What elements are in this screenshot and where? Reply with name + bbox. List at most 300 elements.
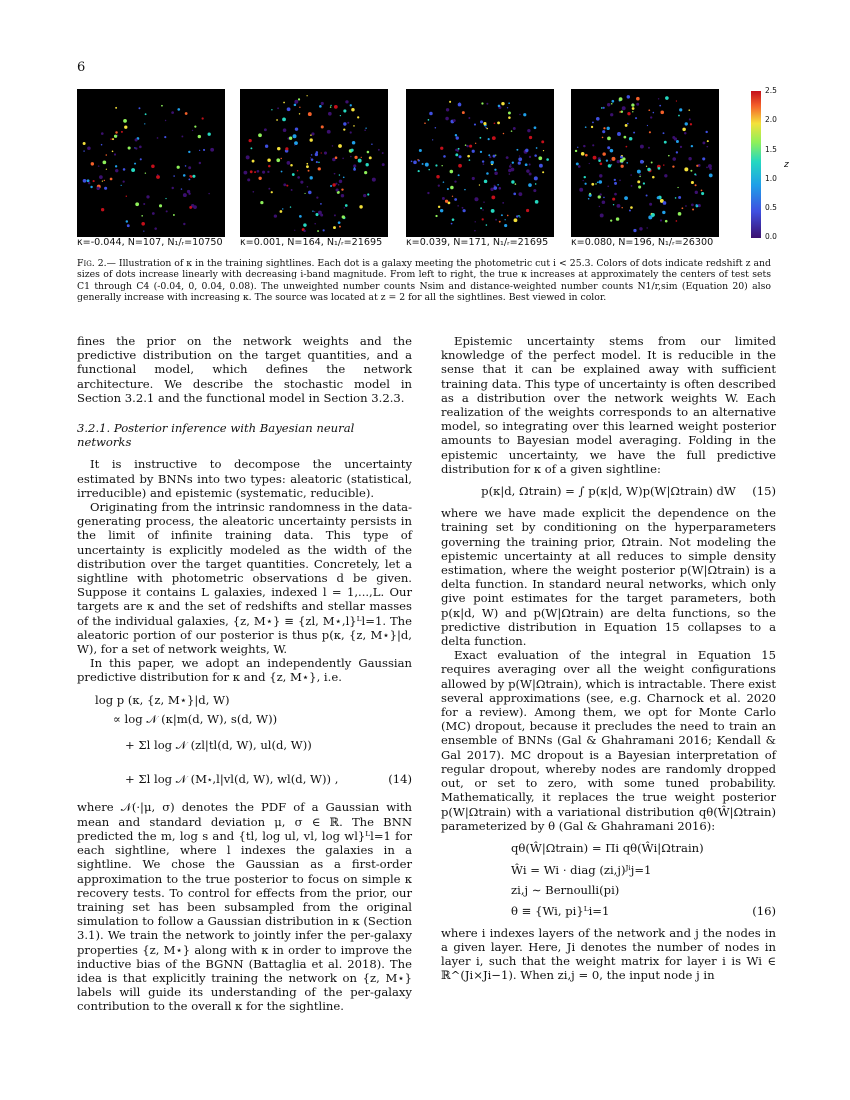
galaxy-dot xyxy=(597,181,599,183)
galaxy-dot xyxy=(685,205,687,207)
galaxy-dot xyxy=(502,202,504,204)
galaxy-dot xyxy=(529,172,532,175)
panel-2-label: κ=0.001, N=164, N₁/ᵣ=21695 xyxy=(240,237,383,248)
galaxy-dot xyxy=(422,163,424,165)
galaxy-dot xyxy=(518,215,520,217)
galaxy-dot xyxy=(494,122,496,124)
galaxy-dot xyxy=(353,164,356,167)
galaxy-dot xyxy=(321,125,324,128)
galaxy-dot xyxy=(679,108,682,111)
galaxy-dot xyxy=(663,201,667,205)
galaxy-dot xyxy=(276,119,278,121)
galaxy-dot xyxy=(467,155,470,158)
galaxy-dot xyxy=(508,112,511,115)
galaxy-dot xyxy=(115,131,117,133)
galaxy-dot xyxy=(318,162,319,163)
galaxy-dot xyxy=(87,146,91,150)
galaxy-dot xyxy=(499,187,502,190)
galaxy-dot xyxy=(485,127,486,128)
galaxy-dot xyxy=(202,117,204,119)
galaxy-dot xyxy=(510,164,511,165)
caption-text: Illustration of κ in the training sightlines. Each dot is a galaxy meeting the photometric cut i < 25.3. Colors of dots indicate redshift z and sizes of dots increase linearly with decreasing i-band magnitude. From left to right, the true κ increases at approximately the centers of test sets C1 through C4 (-0.04, 0, 0.04, 0.08). The unweighted number counts Nsim and distance-weighted number counts N1/r,sim (Equation 20) also generally increase with increasing κ. The source was located at z = 2 for all the sightlines. Best viewed in color. xyxy=(77,258,771,304)
galaxy-dot xyxy=(294,100,298,104)
galaxy-dot xyxy=(453,119,456,122)
galaxy-dot xyxy=(333,226,336,229)
galaxy-dot xyxy=(281,171,283,173)
galaxy-dot xyxy=(371,144,372,145)
galaxy-dot xyxy=(311,154,313,156)
galaxy-dot xyxy=(382,163,385,166)
galaxy-dot xyxy=(450,186,454,190)
galaxy-dot xyxy=(526,169,529,172)
galaxy-dot xyxy=(198,135,201,138)
galaxy-dot xyxy=(124,126,127,129)
galaxy-dot xyxy=(117,135,118,136)
colorbar-tick: 2.5 xyxy=(765,86,777,95)
galaxy-dot xyxy=(619,111,621,113)
galaxy-dot xyxy=(646,227,647,228)
galaxy-dot xyxy=(192,175,195,178)
galaxy-dot xyxy=(177,166,180,169)
equation-line: + Σl log 𝒩 (zl|tl(d, W), ul(d, W)) xyxy=(125,738,312,753)
galaxy-dot xyxy=(593,156,597,160)
galaxy-dot xyxy=(518,157,522,161)
equation-line: log p (κ, {z, M⋆}|d, W) xyxy=(95,692,230,707)
section-heading: 3.2.1. Posterior inference with Bayesian neural networks xyxy=(77,421,355,450)
galaxy-dot xyxy=(648,147,650,149)
galaxy-dot xyxy=(203,149,205,151)
galaxy-dot xyxy=(276,158,280,162)
galaxy-dot xyxy=(330,105,331,106)
galaxy-dot xyxy=(208,193,209,194)
galaxy-dot xyxy=(658,98,659,99)
galaxy-dot xyxy=(139,146,142,149)
galaxy-dot xyxy=(440,147,443,150)
galaxy-dot xyxy=(619,97,623,101)
galaxy-dot xyxy=(114,153,116,155)
galaxy-dot xyxy=(271,109,272,110)
galaxy-dot xyxy=(183,223,185,225)
galaxy-dot xyxy=(608,164,612,168)
galaxy-dot xyxy=(345,100,348,103)
galaxy-dot xyxy=(267,158,270,161)
galaxy-dot xyxy=(361,157,362,158)
galaxy-dot xyxy=(438,185,440,187)
galaxy-dot xyxy=(619,180,621,182)
galaxy-dot xyxy=(88,182,90,184)
galaxy-dot xyxy=(617,132,621,136)
galaxy-dot xyxy=(602,152,605,155)
galaxy-dot xyxy=(600,214,604,218)
galaxy-dot xyxy=(676,151,678,153)
galaxy-dot xyxy=(271,191,273,193)
galaxy-dot xyxy=(317,230,319,232)
galaxy-dot xyxy=(297,170,298,171)
galaxy-dot xyxy=(343,176,345,178)
galaxy-dot xyxy=(519,155,520,156)
galaxy-dot xyxy=(252,191,254,193)
galaxy-dot xyxy=(483,201,485,203)
galaxy-dot xyxy=(445,117,449,121)
galaxy-dot xyxy=(83,150,84,151)
galaxy-dot xyxy=(611,103,613,105)
galaxy-dot xyxy=(660,219,662,221)
galaxy-dot xyxy=(264,128,267,131)
galaxy-dot xyxy=(692,209,694,211)
galaxy-dot xyxy=(210,148,214,152)
galaxy-dot xyxy=(504,219,505,220)
galaxy-dot xyxy=(543,150,544,151)
galaxy-dot xyxy=(706,167,708,169)
galaxy-dot xyxy=(621,207,622,208)
galaxy-dot xyxy=(651,213,655,217)
galaxy-dot xyxy=(694,173,696,175)
galaxy-dot xyxy=(458,174,460,176)
galaxy-dot xyxy=(491,196,495,200)
galaxy-dot xyxy=(663,164,664,165)
galaxy-dot xyxy=(637,180,640,183)
galaxy-dot xyxy=(529,156,531,158)
galaxy-dot xyxy=(283,183,286,186)
galaxy-dot xyxy=(663,132,665,134)
galaxy-dot xyxy=(151,165,155,169)
galaxy-dot xyxy=(442,197,445,200)
equation-15 xyxy=(441,476,776,506)
galaxy-dot xyxy=(351,108,354,111)
galaxy-dot xyxy=(602,137,604,139)
galaxy-dot xyxy=(411,161,413,163)
galaxy-dot xyxy=(488,154,490,156)
galaxy-dot xyxy=(684,167,688,171)
galaxy-dot xyxy=(319,105,322,108)
galaxy-dot xyxy=(308,191,312,195)
galaxy-dot xyxy=(469,145,472,148)
galaxy-dot xyxy=(690,170,692,172)
galaxy-dot xyxy=(497,121,500,124)
galaxy-dot xyxy=(513,127,516,130)
colorbar-tick: 1.5 xyxy=(765,145,777,154)
galaxy-dot xyxy=(123,168,126,171)
galaxy-dot xyxy=(145,172,146,173)
galaxy-dot xyxy=(501,214,503,216)
galaxy-dot xyxy=(653,112,655,114)
colorbar-tick: 0.0 xyxy=(765,232,777,241)
equation-16 xyxy=(441,841,776,918)
galaxy-dot xyxy=(299,215,302,218)
galaxy-dot xyxy=(649,131,651,133)
galaxy-dot xyxy=(624,196,628,200)
galaxy-dot xyxy=(320,203,322,205)
galaxy-dot xyxy=(249,139,252,142)
galaxy-dot xyxy=(647,125,648,126)
galaxy-dot xyxy=(691,181,694,184)
galaxy-dot xyxy=(506,156,509,159)
galaxy-dot xyxy=(343,122,346,125)
galaxy-dot xyxy=(472,150,475,153)
galaxy-dot xyxy=(516,149,518,151)
galaxy-dot xyxy=(480,151,482,153)
galaxy-dot xyxy=(146,195,149,198)
galaxy-dot xyxy=(457,150,459,152)
left-column xyxy=(77,334,412,1014)
equation-line: Ŵi = Wi · diag (zi,j)ᴶⁱj=1 xyxy=(511,863,652,878)
galaxy-dot xyxy=(316,196,318,198)
galaxy-dot xyxy=(87,179,90,182)
galaxy-dot xyxy=(486,103,488,105)
galaxy-dot xyxy=(542,171,544,173)
galaxy-dot xyxy=(497,184,499,186)
galaxy-dot xyxy=(367,193,369,195)
galaxy-dot xyxy=(676,100,677,101)
galaxy-dot xyxy=(459,155,462,158)
galaxy-dot xyxy=(695,184,697,186)
galaxy-dot xyxy=(311,158,314,161)
galaxy-dot xyxy=(650,116,652,118)
galaxy-dot xyxy=(315,153,318,156)
galaxy-dot xyxy=(640,160,644,164)
galaxy-dot xyxy=(307,186,309,188)
galaxy-dot xyxy=(353,125,355,127)
galaxy-dot xyxy=(511,180,514,183)
galaxy-dot xyxy=(173,175,175,177)
galaxy-dot xyxy=(140,158,142,160)
galaxy-dot xyxy=(458,103,462,107)
galaxy-dot xyxy=(668,155,670,157)
galaxy-dot xyxy=(282,208,283,209)
galaxy-dot xyxy=(585,126,587,128)
galaxy-dot xyxy=(123,119,127,123)
galaxy-dot xyxy=(101,208,104,211)
caption-lead: Fig. 2.— xyxy=(77,258,116,269)
galaxy-dot xyxy=(631,104,634,107)
galaxy-dot xyxy=(324,152,327,155)
galaxy-dot xyxy=(157,137,159,139)
galaxy-dot xyxy=(112,150,114,152)
galaxy-dot xyxy=(152,212,155,215)
galaxy-dot xyxy=(440,209,443,212)
galaxy-dot xyxy=(474,197,478,201)
galaxy-dot xyxy=(512,161,514,163)
galaxy-dot xyxy=(354,167,356,169)
galaxy-dot xyxy=(115,165,117,167)
galaxy-dot xyxy=(166,210,168,212)
galaxy-dot xyxy=(610,149,614,153)
galaxy-dot xyxy=(99,175,103,179)
galaxy-dot xyxy=(104,180,105,181)
galaxy-dot xyxy=(177,108,180,111)
galaxy-dot xyxy=(290,206,291,207)
colorbar-tick: 2.0 xyxy=(765,115,777,124)
galaxy-dot xyxy=(486,172,489,175)
galaxy-dot xyxy=(585,154,588,157)
galaxy-dot xyxy=(525,163,528,166)
galaxy-dot xyxy=(91,162,94,165)
galaxy-dot xyxy=(268,188,270,190)
galaxy-dot xyxy=(600,193,602,195)
paragraph: where we have made explicit the dependence on the training set by conditioning on the hyperparameters governing the training prior, Ωtrain. Not modeling the epistemic uncertainty at all reduces to simple density estimation, where the weight posterior p(W|Ωtrain) is a delta function. In standard neural networks, which only give point estimates for the target parameters, both p(κ|d, W) and p(W|Ωtrain) are delta functions, so the predictive distribution in Equation 15 collapses to a delta function. xyxy=(441,506,776,649)
galaxy-dot xyxy=(138,107,140,109)
galaxy-dot xyxy=(632,107,635,110)
galaxy-dot xyxy=(660,111,664,115)
galaxy-dot xyxy=(294,144,295,145)
galaxy-dot xyxy=(508,116,511,119)
galaxy-dot xyxy=(541,140,544,143)
galaxy-dot xyxy=(128,146,131,149)
galaxy-dot xyxy=(616,217,619,220)
galaxy-dot xyxy=(534,176,538,180)
galaxy-dot xyxy=(126,220,128,222)
galaxy-dot xyxy=(486,224,488,226)
galaxy-dot xyxy=(341,194,344,197)
galaxy-dot xyxy=(538,156,542,160)
galaxy-dot xyxy=(529,136,532,139)
galaxy-dot xyxy=(290,164,293,167)
galaxy-dot xyxy=(646,166,647,167)
galaxy-dot xyxy=(576,162,579,165)
galaxy-dot xyxy=(308,170,310,172)
galaxy-dot xyxy=(446,108,449,111)
galaxy-dot xyxy=(127,224,130,227)
galaxy-dot xyxy=(161,105,163,107)
galaxy-dot xyxy=(338,221,341,224)
galaxy-dot xyxy=(291,189,293,191)
galaxy-dot xyxy=(626,162,628,164)
galaxy-dot xyxy=(646,194,648,196)
galaxy-dot xyxy=(303,230,305,232)
galaxy-dot xyxy=(598,195,601,198)
galaxy-dot xyxy=(96,187,99,190)
galaxy-dot xyxy=(252,160,255,163)
galaxy-dot xyxy=(303,223,306,226)
galaxy-dot xyxy=(688,109,690,111)
galaxy-dot xyxy=(452,218,455,221)
panel-4-label: κ=0.080, N=196, N₁/ᵣ=26300 xyxy=(571,237,714,248)
galaxy-dot xyxy=(534,154,537,157)
galaxy-dot xyxy=(335,156,338,159)
galaxy-dot xyxy=(622,106,626,110)
galaxy-dot xyxy=(364,129,366,131)
galaxy-dot xyxy=(499,221,501,223)
panel-1-label: κ=-0.044, N=107, N₁/ᵣ=10750 xyxy=(77,237,223,248)
galaxy-dot xyxy=(424,122,426,124)
galaxy-dot xyxy=(606,127,609,130)
galaxy-dot xyxy=(607,146,610,149)
galaxy-dot xyxy=(682,128,685,131)
galaxy-dot xyxy=(277,107,279,109)
galaxy-dot xyxy=(709,174,713,178)
galaxy-dot xyxy=(539,164,543,168)
galaxy-dot xyxy=(310,157,311,158)
galaxy-dot xyxy=(614,179,616,181)
galaxy-dot xyxy=(364,171,367,174)
galaxy-dot xyxy=(418,160,420,162)
galaxy-dot xyxy=(343,109,346,112)
galaxy-dot xyxy=(334,105,338,109)
paragraph: fines the prior on the network weights and the predictive distribution on the target quantities, and a functional model, which defines the network architecture. We describe the stochastic model in Section 3.2.1 and the functional model in Section 3.2.3. xyxy=(77,334,412,405)
galaxy-dot xyxy=(171,111,174,114)
galaxy-dot xyxy=(338,184,340,186)
galaxy-dot xyxy=(339,174,340,175)
galaxy-dot xyxy=(607,136,611,140)
galaxy-dot xyxy=(258,177,261,180)
galaxy-dot xyxy=(480,120,483,123)
galaxy-dot xyxy=(247,178,250,181)
galaxy-dot xyxy=(447,188,449,190)
galaxy-dot xyxy=(455,153,458,156)
galaxy-dot xyxy=(159,204,162,207)
galaxy-dot xyxy=(529,163,531,165)
galaxy-dot xyxy=(449,101,451,103)
galaxy-dot xyxy=(705,131,707,133)
galaxy-dot xyxy=(509,173,511,175)
galaxy-dot xyxy=(299,107,300,108)
galaxy-dot xyxy=(602,130,605,133)
galaxy-dot xyxy=(332,183,335,186)
galaxy-dot xyxy=(254,171,256,173)
galaxy-dot xyxy=(339,226,341,228)
galaxy-dot xyxy=(330,106,331,107)
galaxy-dot xyxy=(528,183,532,187)
galaxy-dot xyxy=(592,144,594,146)
galaxy-dot xyxy=(310,176,313,179)
galaxy-dot xyxy=(83,142,86,145)
galaxy-dot xyxy=(659,105,661,107)
galaxy-dot xyxy=(135,138,138,141)
galaxy-dot xyxy=(672,157,676,161)
galaxy-dot xyxy=(509,165,512,168)
galaxy-dot xyxy=(359,205,362,208)
galaxy-dot xyxy=(631,185,633,187)
galaxy-dot xyxy=(639,174,641,176)
galaxy-dot xyxy=(112,138,114,140)
galaxy-dot xyxy=(435,164,437,166)
galaxy-dot xyxy=(588,198,590,200)
galaxy-dot xyxy=(498,105,501,108)
galaxy-dot xyxy=(534,126,537,129)
galaxy-dot xyxy=(708,164,712,168)
galaxy-dot xyxy=(188,166,191,169)
galaxy-dot xyxy=(599,174,602,177)
galaxy-dot xyxy=(463,209,466,212)
galaxy-dot xyxy=(455,134,457,136)
galaxy-dot xyxy=(334,173,336,175)
galaxy-dot xyxy=(265,145,268,148)
galaxy-dot xyxy=(194,126,196,128)
galaxy-dot xyxy=(340,115,341,116)
galaxy-dot xyxy=(268,165,271,168)
galaxy-dot xyxy=(480,207,482,209)
galaxy-dot xyxy=(583,145,585,147)
galaxy-dot xyxy=(121,131,123,133)
galaxy-dot xyxy=(165,120,166,121)
galaxy-dot xyxy=(627,123,629,125)
galaxy-dot xyxy=(629,210,631,212)
galaxy-dot xyxy=(483,122,486,125)
galaxy-dot xyxy=(607,185,609,187)
galaxy-dot xyxy=(382,152,384,154)
galaxy-dot xyxy=(488,138,490,140)
galaxy-dot xyxy=(492,136,496,140)
galaxy-dot xyxy=(157,174,158,175)
galaxy-dot xyxy=(334,214,336,216)
galaxy-dot xyxy=(598,159,601,162)
galaxy-dot xyxy=(503,133,505,135)
galaxy-dot xyxy=(428,119,430,121)
galaxy-dot xyxy=(518,192,522,196)
galaxy-dot xyxy=(83,179,87,183)
galaxy-dot xyxy=(280,210,283,213)
galaxy-dot xyxy=(489,156,491,158)
